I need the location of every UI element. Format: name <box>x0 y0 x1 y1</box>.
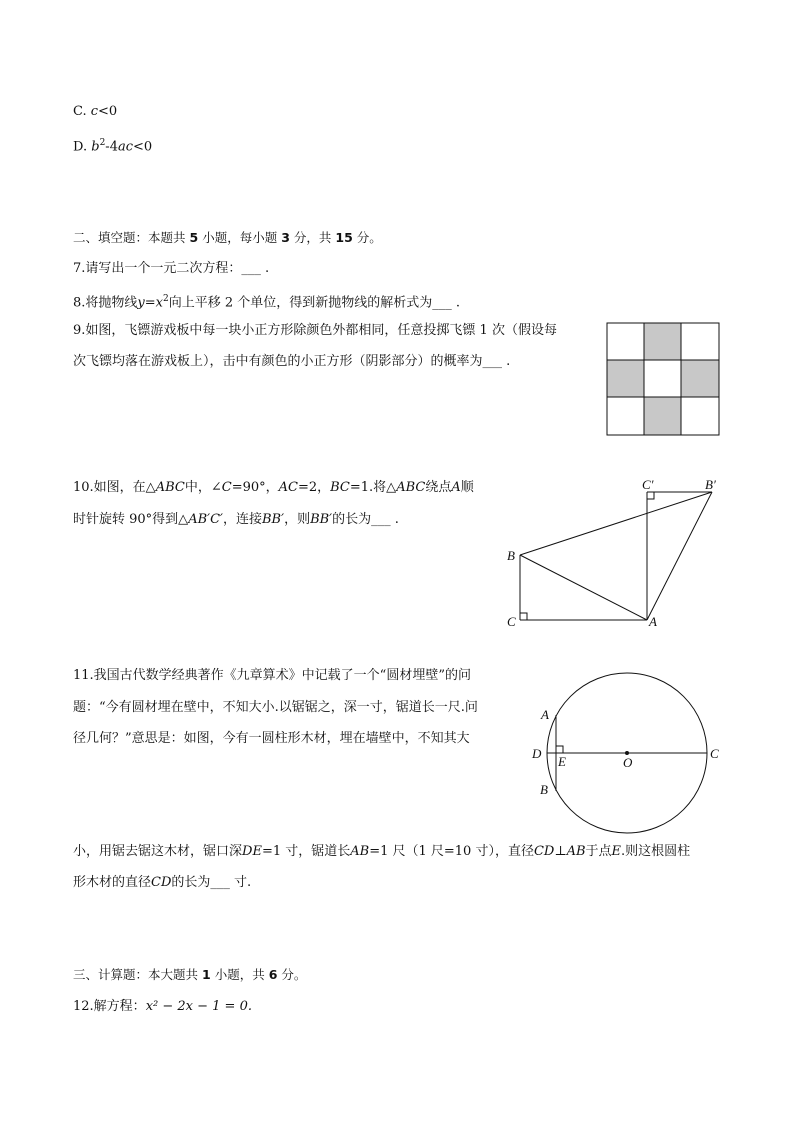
label-circle-o: O <box>623 755 633 770</box>
option-d: D. $b^2-4ac<0$ <box>73 138 153 155</box>
label-c: C <box>507 614 516 629</box>
right-angle-c-prime <box>647 492 654 499</box>
rotation-figure <box>500 474 730 634</box>
right-angle-c <box>520 613 527 620</box>
label-b-prime: B′ <box>705 477 716 492</box>
question-11-line-1: 11.我国古代数学经典著作《九章算术》中记载了一个“圆材埋壁”的问 <box>73 668 471 683</box>
segment-ab-prime <box>647 492 712 620</box>
shaded-square-bottom <box>644 397 681 435</box>
question-11-line-5: 形木材的直径CD的长为___ 寸. <box>73 875 252 890</box>
question-10-line-1: 10.如图，在△ABC中，∠C=90°，AC=2，BC=1.将△ABC绕点A顺 <box>73 480 474 495</box>
dartboard-figure <box>606 322 720 436</box>
label-circle-e: E <box>558 754 566 769</box>
question-12: 12.解方程：x² − 2x − 1 = 0. <box>73 999 252 1014</box>
label-c-prime: C′ <box>642 477 654 492</box>
label-circle-c: C <box>710 746 719 761</box>
question-9-line-2: 次飞镖均落在游戏板上），击中有颜色的小正方形（阴影部分）的概率为___ . <box>73 354 511 369</box>
option-c: C. c<0 <box>73 104 118 119</box>
question-10-line-2: 时针旋转 90°得到△AB′C′，连接BB′，则BB′的长为___ . <box>73 512 399 527</box>
label-b: B <box>507 548 515 563</box>
segment-bb-prime <box>520 492 712 555</box>
shaded-square-right <box>681 360 719 397</box>
shaded-square-left <box>607 360 644 397</box>
question-11-line-2: 题：“今有圆材埋在壁中，不知大小.以锯锯之，深一寸，锯道长一尺.问 <box>73 700 478 715</box>
question-8: 8.将抛物线$y=x^2$向上平移 2 个单位，得到新抛物线的解析式为___ . <box>73 294 461 311</box>
section-2-heading: 二、填空题：本题共 5 小题，每小题 3 分，共 15 分。 <box>73 230 382 245</box>
circle-figure <box>528 668 728 836</box>
question-11-line-3: 径几何？”意思是：如图，今有一圆柱形木材，埋在墙壁中，不知其大 <box>73 731 470 746</box>
section-3-heading: 三、计算题：本大题共 1 小题，共 6 分。 <box>73 967 307 982</box>
label-circle-d: D <box>532 746 542 761</box>
label-a: A <box>649 614 657 629</box>
segment-ba <box>520 555 647 620</box>
label-circle-a: A <box>541 707 549 722</box>
label-circle-b: B <box>540 782 548 797</box>
question-9-line-1: 9.如图，飞镖游戏板中每一块小正方形除颜色外都相同，任意投掷飞镖 1 次（假设每 <box>73 323 557 338</box>
shaded-square-top <box>644 323 681 360</box>
question-11-line-4: 小，用锯去锯这木材，锯口深DE=1 寸，锯道长AB=1 尺（1 尺=10 寸），直径CD⊥AB于点E.则这根圆柱 <box>73 844 691 859</box>
question-7: 7.请写出一个一元二次方程：___ . <box>73 261 270 276</box>
right-angle-e <box>556 746 563 753</box>
